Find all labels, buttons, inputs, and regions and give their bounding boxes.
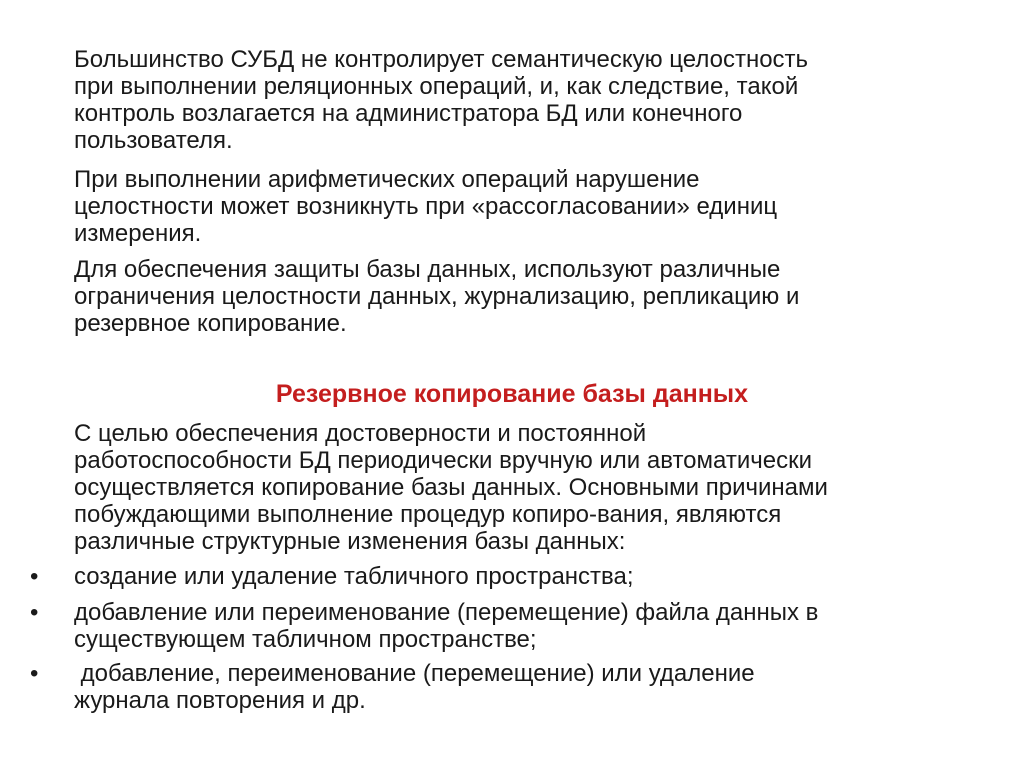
- text-line: создание или удаление табличного пространства;: [74, 563, 634, 590]
- text-line: различные структурные изменения базы данных:: [74, 528, 626, 555]
- text-line: ограничения целостности данных, журнализацию, репликацию и: [74, 283, 800, 310]
- text-line: пользователя.: [74, 127, 233, 154]
- paragraph-database-protection: [74, 256, 974, 337]
- text-line: При выполнении арифметических операций нарушение: [74, 166, 700, 193]
- text-line: журнала повторения и др.: [74, 687, 366, 714]
- paragraph-arithmetic-operations: [74, 166, 974, 247]
- bullet-icon: •: [30, 660, 39, 687]
- text-line: добавление, переименование (перемещение) или удаление: [74, 660, 755, 687]
- paragraph-semantic-integrity: [74, 46, 974, 154]
- bullet-text: [74, 563, 970, 590]
- bullet-icon: •: [30, 563, 39, 590]
- text-line: контроль возлагается на администратора БД или конечного: [74, 100, 743, 127]
- paragraph-backup-intro: [74, 420, 974, 555]
- text-line: С целью обеспечения достоверности и постоянной: [74, 420, 647, 447]
- text-line: добавление или переименование (перемещение) файла данных в: [74, 599, 819, 626]
- text-line: Большинство СУБД не контролирует семантическую целостность: [74, 46, 809, 73]
- text-line: целостности может возникнуть при «рассогласовании» единиц: [74, 193, 778, 220]
- bullet-text: [74, 660, 970, 714]
- text-line: Для обеспечения защиты базы данных, используют различные: [74, 256, 781, 283]
- text-line: резервное копирование.: [74, 310, 347, 337]
- bullet-text: [74, 599, 970, 653]
- section-heading: Резервное копирование базы данных: [275, 380, 749, 408]
- text-line: работоспособности БД периодически вручную или автоматически: [74, 447, 812, 474]
- text-line: осуществляется копирование базы данных. Основными причинами: [74, 474, 828, 501]
- bullet-icon: •: [30, 599, 39, 626]
- text-line: измерения.: [74, 220, 202, 247]
- text-line: при выполнении реляционных операций, и, как следствие, такой: [74, 73, 799, 100]
- text-line: существующем табличном пространстве;: [74, 626, 537, 653]
- text-line: побуждающими выполнение процедур копиро-вания, являются: [74, 501, 782, 528]
